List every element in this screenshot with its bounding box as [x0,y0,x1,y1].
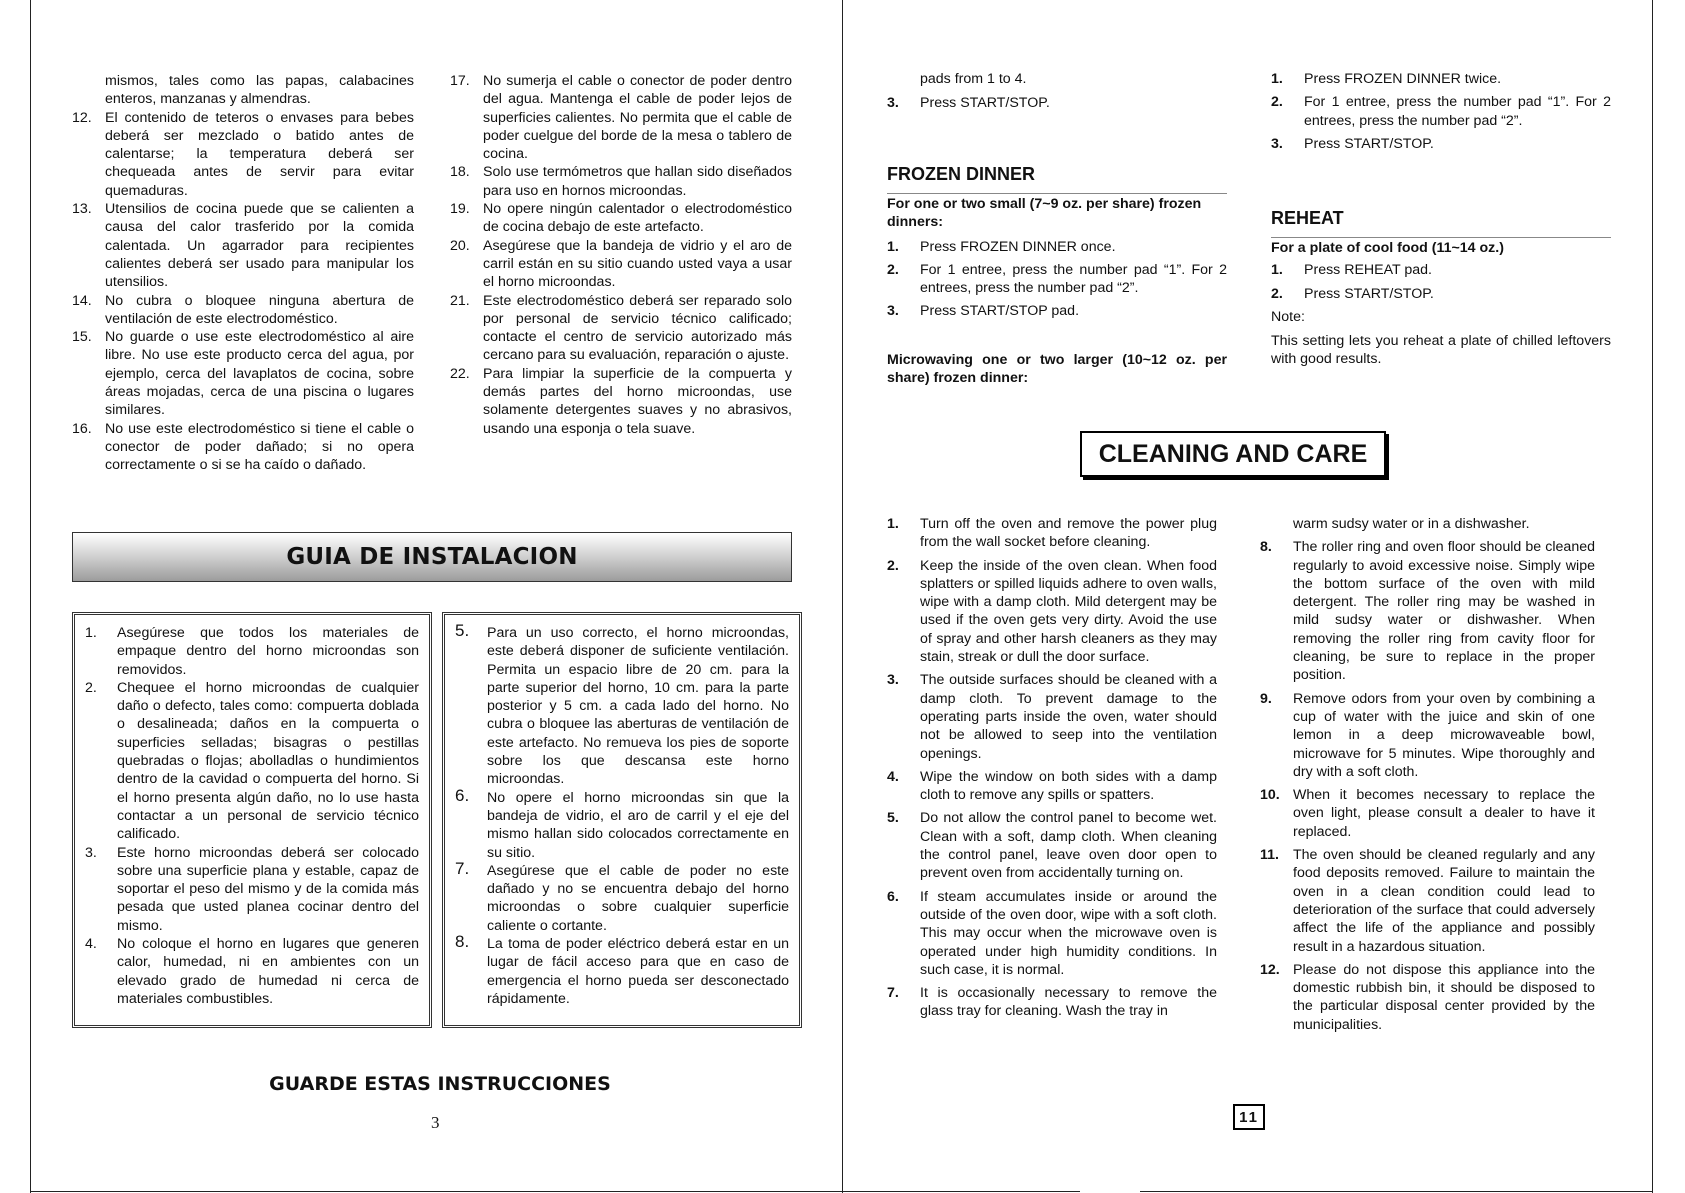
list-item: 9. Remove odors from your oven by combining a cup of water with the juice and skin of one lemon in a deep microwaveable bowl, microwave for 5 minutes. Wipe thoroughly and dry with a soft cloth. [1260,690,1595,780]
list-item: 15. No guarde o use este electrodoméstico al aire libre. No use este producto cerca del agua, por ejemplo, cerca del lavaplatos de cocina, sobre áreas mojadas, cerca de una piscina o lugares similares. [72,329,414,419]
cleaning-col-2 [1260,515,1595,1039]
installation-box-right [442,612,802,1028]
left-col-2 [450,72,792,438]
frozen-subheading-2: Microwaving one or two larger (10~12 oz. per share) frozen dinner: [887,351,1227,387]
installation-list-right [455,621,789,1008]
list-item: 2. Press START/STOP. [1271,285,1434,302]
list-item: 3. Press START/STOP pad. [887,303,1080,320]
list-item: 3. Press START/STOP. [1271,135,1434,152]
list-item: 3. Press START/STOP. [887,95,1050,112]
bottom-border-left [30,1191,1080,1192]
list-item: 10. When it becomes necessary to replace the oven light, please consult a dealer to have it replaced. [1260,787,1595,840]
list-item: 8. The roller ring and oven floor should be cleaned regularly to avoid excessive noise. Simply wipe the bottom surface of the oven with mild detergent. The roller ring may be washed in mild sudsy water or dishwasher. When removing the roller ring from cavity floor for cleaning, be sure to replace in the proper position. [1260,539,1595,684]
list-item: 6. If steam accumulates inside or around the outside of the oven door, wipe with a soft cloth. This may occur when the microwave oven is operated under high humidity conditions. In such case, it is normal. [887,888,1217,978]
installation-guide-banner: GUIA DE INSTALACION [72,532,792,582]
list-item: 7. Asegúrese que el cable de poder no este dañado y no se encuentra debajo del horno microondas o sobre cualquier superficie caliente o cortante. [455,858,789,934]
right-page-border [1652,0,1653,1193]
note-label: Note: [1271,308,1305,325]
continued-text: mismos, tales como las papas, calabacines enteros, manzanas y almendras. [105,73,414,108]
left-col-1 [72,72,414,475]
list-item: 12. Please do not dispose this appliance into the domestic rubbish bin, it should be disposed to the particular disposal center provided by the municipalities. [1260,961,1595,1033]
list-item: 1. Asegúrese que todos los materiales de empaque dentro del horno microondas son removidos. [85,625,419,678]
reheat-heading: REHEAT [1271,208,1344,228]
list-item: 22. Para limpiar la superficie de la compuerta y demás partes del horno microondas, use solamente detergentes suaves y no abrasivos, usando una esponja o tela suave. [450,365,792,437]
right-col-a [887,70,1227,118]
heading-rule [1271,237,1611,238]
left-page-border [30,0,31,1193]
cleaning-list-2 [1260,538,1595,1034]
frozen-subheading-1: For one or two small (7~9 oz. per share) frozen dinners: [887,196,1202,231]
reheat-steps-list [1271,261,1611,303]
list-item: 11. The oven should be cleaned regularly and any food deposits removed. Failure to maintain the oven in a clean condition could lead to deterioration of the surface that could adversely affect the life of the appliance and possibly result in a hazardous situation. [1260,847,1595,955]
list-item: 2. Keep the inside of the oven clean. When food splatters or spilled liquids adhere to oven walls, wipe with a damp cloth. Mild detergent may be used if the oven gets very dirty. Avoid the use of spray and other harsh cleaners as they may stain, streak or dull the door surface. [887,557,1217,666]
steps-list [1271,70,1611,153]
bottom-border-right [1140,1191,1652,1192]
list-item: 5. Para un uso correcto, el horno microondas, este deberá disponer de suficiente ventilación. Permita un espacio libre de 20 cm. para la parte superior del horno, 10 cm. para la parte posterior y 5 cm. a cada lado del horno. No cubra o bloquee las aberturas de ventilación de este artefacto. No remueva los pies de soporte sobre los que descansa este horno microondas. [455,621,789,788]
list-item: 2. For 1 entree, press the number pad “1”. For 2 entrees, press the number pad “2”. [887,261,1227,297]
list-item: 2. For 1 entree, press the number pad “1”. For 2 entrees, press the number pad “2”. [1271,94,1611,129]
list-item: 3. Este horno microondas deberá ser colocado sobre una superficie plana y estable, capaz de soportar el peso del mismo y de la comida más pesada que usted planea cocinar dentro del mismo. [85,844,419,934]
list-item: 12. El contenido de teteros o envases para bebes deberá ser mezclado o batido antes de calentarse; la temperatura deberá ser chequeada antes de servir para evitar quemaduras. [72,109,414,199]
installation-list-left [85,624,419,1008]
page-number-left: 3 [431,1113,440,1132]
reheat-section [1271,239,1611,369]
cleaning-and-care-title: CLEANING AND CARE [1080,431,1386,477]
list-item: 17. No sumerja el cable o conector de poder dentro del agua. Mantenga el cable de poder lejos de superficies calientes. No permita que el cable de poder cuelgue del borde de la mesa o tablero de cocina. [450,73,792,163]
safety-list-2 [450,72,792,438]
right-col-b [1271,70,1611,158]
heading-rule [887,193,1227,194]
list-item: 5. Do not allow the control panel to become wet. Clean with a soft, damp cloth. When cleaning the control panel, leave oven door open to prevent oven from accidentally turning on. [887,810,1217,882]
frozen-dinner-section [887,195,1227,387]
page-number-right: 11 [1233,1104,1265,1130]
list-item: 1. Turn off the oven and remove the power plug from the wall socket before cleaning. [887,516,1217,551]
list-item: 2. Chequee el horno microondas de cualquier daño o defecto, tales como: compuerta doblada o desalineada; daños en la compuerta o superficies selladas; bisagras o pestillas quebradas o flojas; abolladlas o hundimientos dentro de la cavidad o compuerta del horno. Si el horno presenta algún daño, no lo use hasta contactar a un personal de servicio técnico calificado. [85,679,419,843]
page-divider [842,0,843,1193]
note-text: This setting lets you reheat a plate of chilled leftovers with good results. [1271,333,1611,368]
continued-text: warm sudsy water or in a dishwasher. [1293,516,1530,532]
list-item: 7. It is occasionally necessary to remove the glass tray for cleaning. Wash the tray in [887,985,1217,1020]
list-item: 1. Press FROZEN DINNER once. [887,238,1116,255]
frozen-steps-list [887,238,1227,321]
list-item: 8. La toma de poder eléctrico deberá estar en un lugar de fácil acceso para que en caso de emergencia el horno pueda ser desconectado rápidamente. [455,932,789,1007]
list-item: 1. Press REHEAT pad. [1271,262,1432,279]
save-instructions-title: GUARDE ESTAS INSTRUCCIONES [269,1073,611,1095]
list-item: 18. Solo use termómetros que hallan sido diseñados para uso en hornos microondas. [450,164,792,199]
cleaning-col-1 [887,515,1217,1026]
steps-list [887,94,1227,112]
list-item: 3. The outside surfaces should be cleaned with a damp cloth. To prevent damage to the operating parts inside the oven, water should not be allowed to seep into the ventilation openings. [887,672,1217,762]
list-item: 13. Utensilios de cocina puede que se calienten a causa del calor trasferido por la comida calentada. Un agarrador para recipientes calientes deberá ser usado para manipular los utensilios. [72,201,414,291]
safety-list-1 [72,109,414,475]
list-item: 14. No cubra o bloquee ninguna abertura de ventilación de este electrodoméstico. [72,292,414,327]
continued-text: pads from 1 to 4. [920,71,1027,87]
list-item: 20. Asegúrese que la bandeja de vidrio y el aro de carril están en su sitio cuando usted vaya a usar el horno microondas. [450,237,792,291]
list-item: 21. Este electrodoméstico deberá ser reparado solo por personal de servicio técnico calificado; contacte el centro de servicio autorizado más cercano para su evaluación, reparación o ajuste. [450,292,792,364]
list-item: 4. Wipe the window on both sides with a damp cloth to remove any spills or spatters. [887,768,1217,804]
list-item: 16. No use este electrodoméstico si tiene el cable o conector de poder dañado; si no opera correctamente o si se ha caído o dañado. [72,420,414,474]
reheat-subheading: For a plate of cool food (11~14 oz.) [1271,240,1504,256]
list-item: 4. No coloque el horno en lugares que generen calor, humedad, ni en ambientes con un elevado grado de humedad ni cerca de materiales combustibles. [85,936,419,1007]
cleaning-list-1 [887,515,1217,1021]
list-item: 6. No opere el horno microondas sin que la bandeja de vidrio, el aro de carril y el eje del mismo hallan sido colocados correctamente en su sitio. [455,785,789,861]
list-item: 1. Press FROZEN DINNER twice. [1271,71,1502,87]
list-item: 19. No opere ningún calentador o electrodoméstico de cocina debajo de este artefacto. [450,201,792,236]
frozen-dinner-heading: FROZEN DINNER [887,164,1035,184]
installation-box-left [72,612,432,1028]
